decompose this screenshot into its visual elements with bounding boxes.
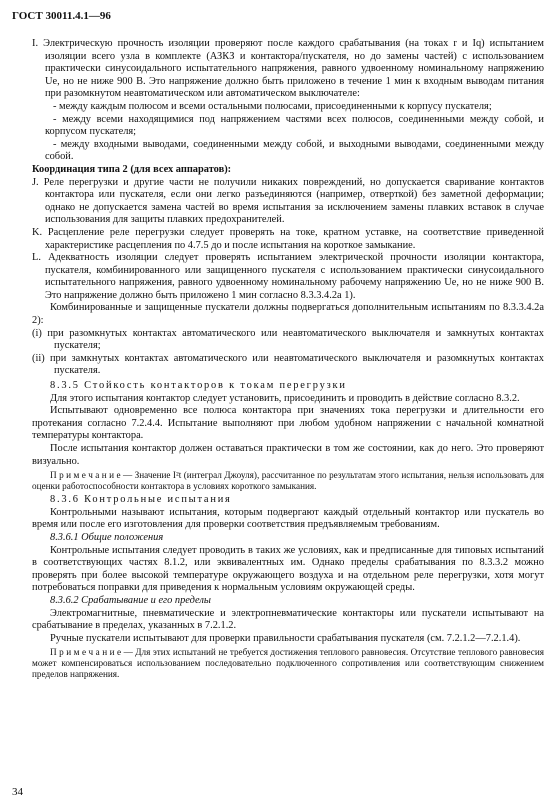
section-8-3-6-2-heading: 8.3.6.2 Срабатывание и его пределы [50, 594, 211, 606]
note-thermal-equilibrium: П р и м е ч а н и е — Для этих испытаний не требуется достижения теплового равновесия. Отсутствие теплового равновесия может компенсироваться использованием последовательно подключенного сопротивления или соответствующим снижением пределов напряжения. [32, 647, 544, 680]
document-body [32, 38, 544, 680]
section-8-3-6-1-heading: 8.3.6.1 Общие положения [50, 531, 164, 543]
paragraph-i: I. Электрическую прочность изоляции проверяют после каждого срабатывания (на токах r и Iq) испытанием изоляции всего узла в комплекте (АЗКЗ и контактора/пускателя, но до замены частей) с использованием практически синусоидального испытательного напряжения, равного удвоенному номинальному напряжению Ue, но не ниже 900 В. Это напряжение должно быть приложено в течение 1 мин к входным выводам питания при разомкнутом неавтоматическом или автоматическом выключателе: [32, 38, 544, 100]
paragraph-combined-i: (i) при разомкнутых контактах автоматического или неавтоматического выключателя и замкнутых контактах пускателя; [32, 327, 544, 352]
note-joule-integral: П р и м е ч а н и е — Значение I²t (интеграл Джоуля), рассчитанное по результатам этого испытания, нельзя использовать для оценки работоспособности контактора в условиях короткого замыкания. [32, 470, 544, 492]
paragraph-k: K. Расцепление реле перегрузки следует проверять на токе, кратном уставке, на соответствие приведенной характеристике расцепления по 4.7.5 до и после испытания на короткое замыкание. [32, 226, 544, 251]
paragraph-l: L. Адекватность изоляции следует проверять испытанием электрической прочности изоляции контактора, пускателя, комбинированного или защищенного пускателя с использованием практически синусоидального испытательного напряжения, равного удвоенному номинальному рабочему напряжению Ue, но не ниже 900 В. Это напряжение должно быть приложено 1 мин согласно 8.3.3.4.2а 1). [32, 252, 544, 301]
standard-header: ГОСТ 30011.4.1—96 [12, 10, 111, 22]
paragraph-i-dash-1: - между каждым полюсом и всеми остальными полюсами, присоединенными к корпусу пускателя; [53, 100, 492, 112]
paragraph-8-3-5-2: Испытывают одновременно все полюса контактора при значениях тока перегрузки и длительности его протекания согласно 7.2.4.4. Испытание выполняют при любом удобном напряжении с начальной комнатной температуры контактора. [32, 405, 544, 442]
paragraph-8-3-6-2-2: Ручные пускатели испытывают для проверки правильности срабатывания пускателя (см. 7.2.1.2—7.2.1.4). [50, 632, 521, 644]
paragraph-8-3-5-1: Для этого испытания контактор следует установить, присоединить и проводить в действие согласно 8.3.2. [50, 392, 520, 404]
paragraph-8-3-6-2-1: Электромагнитные, пневматические и электропневматические контакторы или пускатели испытывают на срабатывание в пределах, указанных в 7.2.1.2. [32, 607, 544, 632]
page-number: 34 [12, 786, 23, 798]
section-8-3-6-heading: 8.3.6 Контрольные испытания [50, 494, 232, 506]
paragraph-combined-starters: Комбинированные и защищенные пускатели должны подвергаться дополнительным испытаниям по 8.3.3.4.2а 2): [32, 302, 544, 327]
paragraph-8-3-6-1: Контрольные испытания следует проводить в таких же условиях, как и предписанные для типовых испытаний в соответствующих частях 8.1.2, или эквивалентных им. Однако пределы срабатывания по 8.3.3.2 можно проверять при более высокой температуре окружающего воздуха и на отдельном реле перегрузки, хотя могут потребоваться поправки для приведения к нормальным условиям окружающей среды. [32, 544, 544, 594]
paragraph-combined-ii: (ii) при замкнутых контактах автоматического или неавтоматического выключателя и разомкнутых контактах пускателя. [32, 352, 544, 377]
coordination-type-2-heading: Координация типа 2 (для всех аппаратов): [32, 163, 232, 175]
paragraph-j: J. Реле перегрузки и другие части не получили никаких повреждений, но допускается сваривание контактов контактора или пускателя, если они легко разъединяются (например, отверткой) без заметной деформации; однако не допускается замена частей во время испытания за исключением замены плавких вставок в случае использования для защиты плавких предохранителей. [32, 176, 544, 226]
paragraph-i-dash-3: - между входными выводами, соединенными между собой, и выходными выводами, соединенными между собой. [45, 138, 544, 163]
paragraph-8-3-5-3: После испытания контактор должен оставаться практически в том же состоянии, как до него. Это проверяют визуально. [32, 443, 544, 467]
paragraph-i-dash-2: - между всеми находящимися под напряжением частями всех полюсов, соединенными между собой, и корпусом пускателя; [45, 113, 544, 138]
paragraph-8-3-6: Контрольными называют испытания, которым подвергают каждый отдельный контактор или пускатель во время или после его изготовления для проверки соответствия предъявляемым требованиям. [32, 506, 544, 531]
section-8-3-5-heading: 8.3.5 Стойкость контакторов к токам перегрузки [50, 380, 347, 392]
